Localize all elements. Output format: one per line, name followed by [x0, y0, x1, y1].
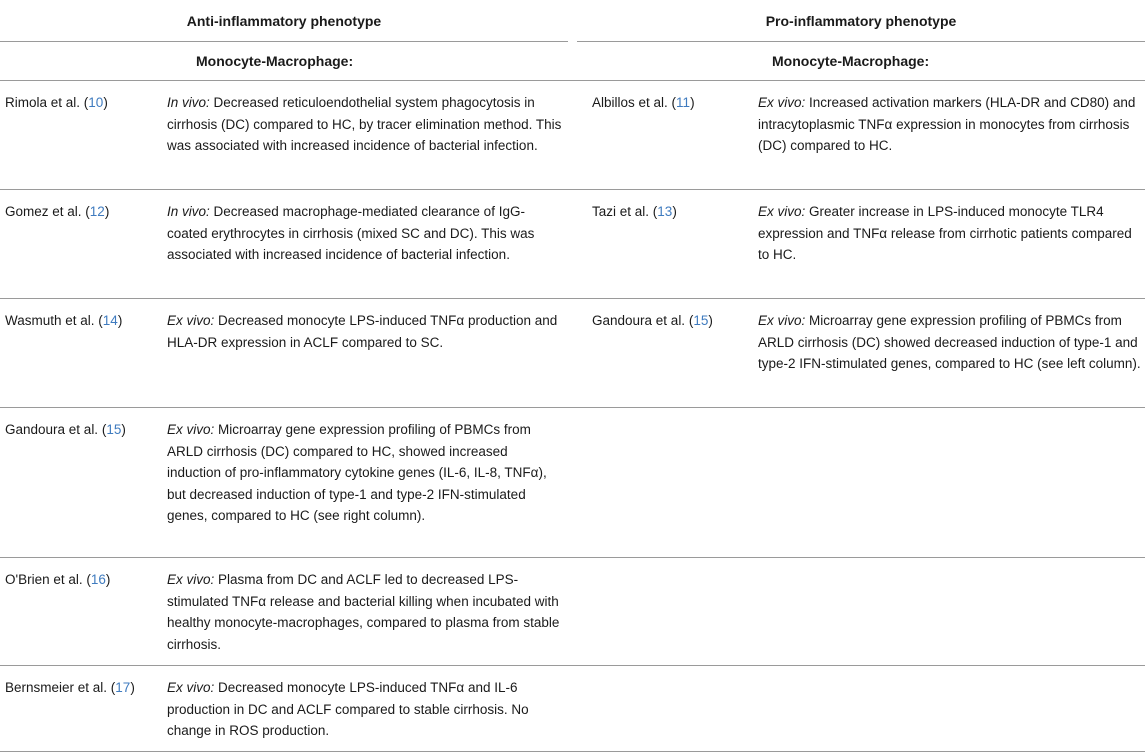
reference-link[interactable]: 12 [89, 204, 105, 219]
row-divider [0, 80, 1145, 81]
right-author-cell: Gandoura et al. (15) [592, 313, 713, 328]
pro-inflammatory-header: Pro-inflammatory phenotype [577, 0, 1145, 42]
row-divider [0, 557, 1145, 558]
reference-link[interactable]: 14 [102, 313, 118, 328]
left-author-cell: Gandoura et al. (15) [5, 422, 126, 437]
row-divider [0, 407, 1145, 408]
left-description-cell: Ex vivo: Decreased monocyte LPS-induced TNFα and IL-6 production in DC and ACLF compared to stable cirrhosis. No change in ROS production. [167, 680, 529, 738]
right-author-cell: Tazi et al. (13) [592, 204, 677, 219]
reference-link[interactable]: 11 [676, 95, 691, 110]
reference-link[interactable]: 15 [693, 313, 709, 328]
left-author-cell: Bernsmeier et al. (17) [5, 680, 135, 695]
left-author-cell: Rimola et al. (10) [5, 95, 108, 110]
row-divider [0, 665, 1145, 666]
reference-link[interactable]: 15 [106, 422, 122, 437]
reference-link[interactable]: 10 [88, 95, 104, 110]
right-description-cell: Ex vivo: Greater increase in LPS-induced monocyte TLR4 expression and TNFα release from cirrhotic patients compared to HC. [758, 204, 1132, 262]
right-header-block [577, 0, 1145, 80]
anti-inflammatory-header: Anti-inflammatory phenotype [0, 0, 568, 42]
left-author-cell: O'Brien et al. (16) [5, 572, 111, 587]
row-divider [0, 751, 1145, 752]
reference-link[interactable]: 17 [115, 680, 131, 695]
left-author-cell: Gomez et al. (12) [5, 204, 110, 219]
reference-link[interactable]: 13 [657, 204, 673, 219]
left-description-cell: Ex vivo: Decreased monocyte LPS-induced TNFα production and HLA-DR expression in ACLF compared to SC. [167, 313, 558, 350]
right-author-cell: Albillos et al. (11) [592, 95, 695, 110]
reference-link[interactable]: 16 [90, 572, 106, 587]
left-description-cell: In vivo: Decreased macrophage-mediated clearance of IgG-coated erythrocytes in cirrhosis (mixed SC and DC). This was associated with increased incidence of bacterial infection. [167, 204, 535, 262]
right-description-cell: Ex vivo: Increased activation markers (HLA-DR and CD80) and intracytoplasmic TNFα expression in monocytes from cirrhosis (DC) compared to HC. [758, 95, 1136, 153]
right-subheader: Monocyte-Macrophage: [772, 53, 930, 69]
left-subheader: Monocyte-Macrophage: [196, 53, 354, 69]
left-description-cell: Ex vivo: Plasma from DC and ACLF led to decreased LPS-stimulated TNFα release and bacterial killing when incubated with healthy monocyte-macrophages, compared to plasma from stable cirrhosis. [167, 572, 560, 652]
right-description-cell: Ex vivo: Microarray gene expression profiling of PBMCs from ARLD cirrhosis (DC) showed decreased induction of type-1 and type-2 IFN-stimulated genes, compared to HC (see left column). [758, 313, 1141, 371]
row-divider [0, 298, 1145, 299]
row-divider [0, 189, 1145, 190]
left-header-block [0, 0, 568, 80]
left-description-cell: Ex vivo: Microarray gene expression profiling of PBMCs from ARLD cirrhosis (DC) compared to HC, showed increased induction of pro-inflammatory cytokine genes (IL-6, IL-8, TNFα), but decreased induction of type-1 and type-2 IFN-stimulated genes, compared to HC (see right column). [167, 422, 547, 523]
left-description-cell: In vivo: Decreased reticuloendothelial system phagocytosis in cirrhosis (DC) compared to HC, by tracer elimination method. This was associated with increased incidence of bacterial infection. [167, 95, 562, 153]
left-author-cell: Wasmuth et al. (14) [5, 313, 123, 328]
